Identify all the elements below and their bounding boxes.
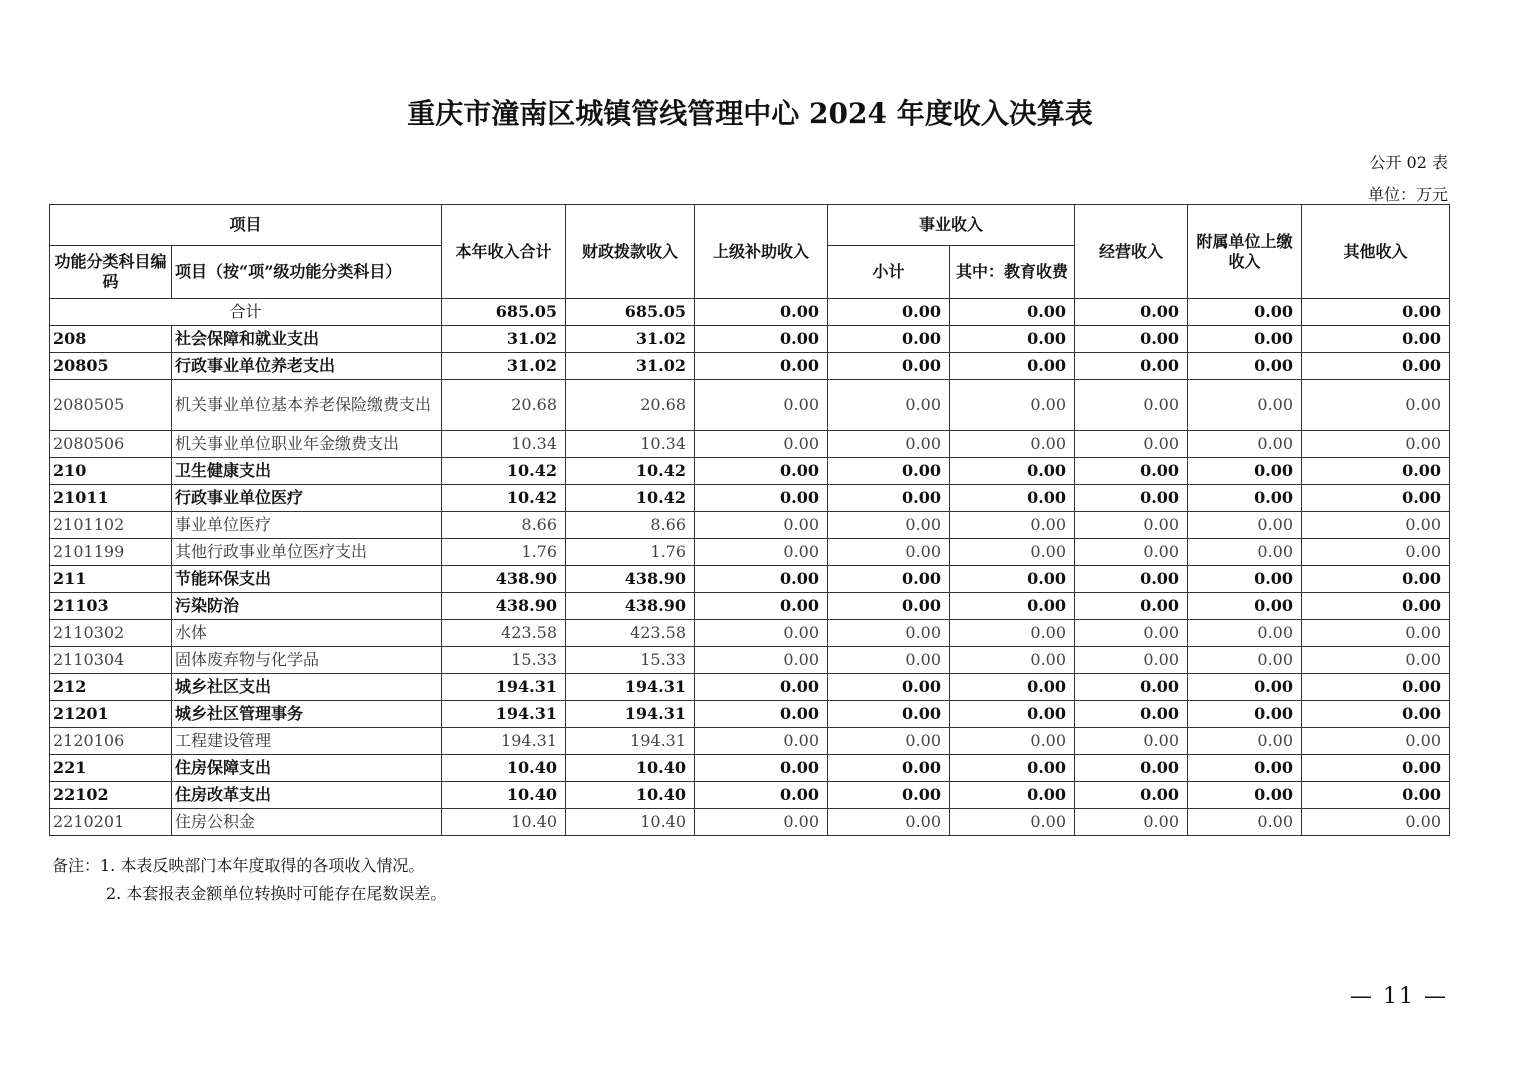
row-value: 0.00	[828, 728, 950, 755]
row-value: 0.00	[1302, 431, 1450, 458]
row-value: 0.00	[1188, 353, 1302, 380]
row-value: 0.00	[950, 485, 1075, 512]
row-value: 31.02	[442, 353, 566, 380]
header-other: 其他收入	[1302, 205, 1450, 299]
row-code: 2080506	[50, 431, 172, 458]
row-value: 0.00	[1188, 701, 1302, 728]
row-value: 0.00	[828, 431, 950, 458]
total-value: 685.05	[442, 299, 566, 326]
table-row	[50, 620, 1450, 647]
row-value: 0.00	[950, 431, 1075, 458]
table-row	[50, 674, 1450, 701]
row-value: 0.00	[1188, 566, 1302, 593]
row-value: 0.00	[1188, 380, 1302, 431]
row-value: 0.00	[950, 539, 1075, 566]
total-label: 合计	[50, 299, 442, 326]
row-code: 2110304	[50, 647, 172, 674]
row-value: 0.00	[1188, 782, 1302, 809]
row-value: 438.90	[566, 566, 695, 593]
row-value: 0.00	[950, 593, 1075, 620]
row-value: 0.00	[828, 539, 950, 566]
row-code: 2210201	[50, 809, 172, 836]
table-row	[50, 458, 1450, 485]
notes	[52, 852, 446, 908]
row-name: 行政事业单位医疗	[172, 485, 442, 512]
unit-label: 单位：万元	[1367, 185, 1448, 204]
row-value: 0.00	[828, 809, 950, 836]
row-name: 社会保障和就业支出	[172, 326, 442, 353]
table-row	[50, 485, 1450, 512]
row-value: 0.00	[1302, 380, 1450, 431]
table-row	[50, 566, 1450, 593]
header-fiscal: 财政拨款收入	[566, 205, 695, 299]
row-value: 0.00	[1302, 674, 1450, 701]
row-code: 2101199	[50, 539, 172, 566]
row-value: 0.00	[1075, 326, 1188, 353]
row-value: 0.00	[1075, 539, 1188, 566]
table-row	[50, 593, 1450, 620]
row-name: 住房保障支出	[172, 755, 442, 782]
row-value: 194.31	[442, 728, 566, 755]
row-value: 438.90	[442, 593, 566, 620]
row-value: 8.66	[566, 512, 695, 539]
row-value: 0.00	[828, 458, 950, 485]
row-value: 0.00	[695, 353, 828, 380]
row-name: 卫生健康支出	[172, 458, 442, 485]
row-value: 0.00	[1075, 701, 1188, 728]
row-value: 0.00	[1075, 755, 1188, 782]
row-value: 0.00	[950, 458, 1075, 485]
row-value: 0.00	[695, 620, 828, 647]
row-value: 0.00	[950, 782, 1075, 809]
row-value: 0.00	[1302, 728, 1450, 755]
row-value: 0.00	[1188, 458, 1302, 485]
row-name: 事业单位医疗	[172, 512, 442, 539]
row-value: 10.40	[566, 809, 695, 836]
row-code: 208	[50, 326, 172, 353]
row-value: 0.00	[1075, 809, 1188, 836]
row-name: 节能环保支出	[172, 566, 442, 593]
row-value: 0.00	[1302, 353, 1450, 380]
row-value: 0.00	[1302, 326, 1450, 353]
header-subtotal: 小计	[828, 246, 950, 299]
row-value: 194.31	[566, 674, 695, 701]
total-value: 0.00	[828, 299, 950, 326]
row-value: 0.00	[1188, 647, 1302, 674]
row-value: 10.40	[442, 755, 566, 782]
header-superior: 上级补助收入	[695, 205, 828, 299]
row-value: 0.00	[695, 755, 828, 782]
row-value: 0.00	[950, 353, 1075, 380]
row-code: 212	[50, 674, 172, 701]
table-row	[50, 809, 1450, 836]
table-row	[50, 728, 1450, 755]
row-value: 10.42	[442, 458, 566, 485]
row-name: 城乡社区支出	[172, 674, 442, 701]
row-value: 1.76	[566, 539, 695, 566]
note-line-2: 2. 本套报表金额单位转换时可能存在尾数误差。	[106, 884, 447, 903]
row-value: 0.00	[950, 512, 1075, 539]
table-row	[50, 782, 1450, 809]
row-value: 0.00	[828, 701, 950, 728]
row-value: 0.00	[1302, 485, 1450, 512]
income-table	[49, 204, 1450, 836]
page-number: — 11 —	[1350, 984, 1448, 1009]
row-name: 固体废弃物与化学品	[172, 647, 442, 674]
total-row	[50, 299, 1450, 326]
table-row	[50, 512, 1450, 539]
row-value: 0.00	[950, 728, 1075, 755]
row-value: 0.00	[695, 809, 828, 836]
header-affiliate: 附属单位上缴收入	[1188, 205, 1302, 299]
row-value: 0.00	[1188, 755, 1302, 782]
row-value: 0.00	[1075, 512, 1188, 539]
row-name: 污染防治	[172, 593, 442, 620]
header-func-name: 项目（按“项”级功能分类科目）	[172, 246, 442, 299]
row-value: 0.00	[1302, 647, 1450, 674]
row-value: 0.00	[828, 353, 950, 380]
row-value: 0.00	[1302, 539, 1450, 566]
row-value: 0.00	[695, 647, 828, 674]
row-value: 423.58	[442, 620, 566, 647]
row-value: 0.00	[1075, 647, 1188, 674]
total-value: 0.00	[1188, 299, 1302, 326]
page-title: 重庆市潼南区城镇管线管理中心 2024 年度收入决算表	[407, 97, 1093, 130]
row-code: 221	[50, 755, 172, 782]
row-value: 31.02	[566, 353, 695, 380]
row-value: 0.00	[695, 458, 828, 485]
row-value: 0.00	[1188, 485, 1302, 512]
row-value: 1.76	[442, 539, 566, 566]
row-value: 15.33	[566, 647, 695, 674]
row-name: 工程建设管理	[172, 728, 442, 755]
row-value: 31.02	[566, 326, 695, 353]
row-code: 21011	[50, 485, 172, 512]
header-total-income: 本年收入合计	[442, 205, 566, 299]
table-row	[50, 380, 1450, 431]
row-value: 438.90	[566, 593, 695, 620]
table-row	[50, 431, 1450, 458]
row-value: 0.00	[1302, 593, 1450, 620]
row-value: 0.00	[828, 566, 950, 593]
row-name: 其他行政事业单位医疗支出	[172, 539, 442, 566]
row-value: 0.00	[1188, 431, 1302, 458]
row-value: 0.00	[1188, 512, 1302, 539]
row-value: 0.00	[695, 701, 828, 728]
total-value: 0.00	[695, 299, 828, 326]
table-row	[50, 353, 1450, 380]
note-line-1: 备注：1. 本表反映部门本年度取得的各项收入情况。	[52, 856, 425, 875]
row-code: 2101102	[50, 512, 172, 539]
row-value: 10.40	[566, 755, 695, 782]
total-value: 0.00	[1302, 299, 1450, 326]
row-value: 0.00	[1302, 512, 1450, 539]
row-value: 0.00	[828, 380, 950, 431]
row-value: 10.40	[442, 782, 566, 809]
row-code: 21103	[50, 593, 172, 620]
row-value: 0.00	[1302, 458, 1450, 485]
row-value: 10.34	[566, 431, 695, 458]
row-value: 0.00	[828, 674, 950, 701]
row-value: 0.00	[828, 782, 950, 809]
row-value: 0.00	[695, 593, 828, 620]
row-value: 0.00	[1188, 593, 1302, 620]
row-value: 0.00	[1075, 380, 1188, 431]
row-value: 0.00	[1075, 620, 1188, 647]
row-code: 2110302	[50, 620, 172, 647]
row-value: 0.00	[828, 512, 950, 539]
row-code: 2120106	[50, 728, 172, 755]
row-value: 0.00	[695, 674, 828, 701]
row-value: 194.31	[566, 728, 695, 755]
row-value: 0.00	[695, 326, 828, 353]
row-value: 0.00	[1075, 593, 1188, 620]
row-value: 0.00	[1188, 674, 1302, 701]
row-code: 211	[50, 566, 172, 593]
row-value: 10.42	[442, 485, 566, 512]
row-name: 水体	[172, 620, 442, 647]
row-name: 城乡社区管理事务	[172, 701, 442, 728]
row-value: 20.68	[566, 380, 695, 431]
row-value: 0.00	[1075, 485, 1188, 512]
row-value: 0.00	[950, 380, 1075, 431]
row-value: 0.00	[695, 728, 828, 755]
row-name: 机关事业单位基本养老保险缴费支出	[172, 380, 442, 431]
row-code: 22102	[50, 782, 172, 809]
row-value: 0.00	[950, 755, 1075, 782]
row-value: 0.00	[1302, 782, 1450, 809]
row-value: 8.66	[442, 512, 566, 539]
row-value: 194.31	[442, 701, 566, 728]
row-value: 423.58	[566, 620, 695, 647]
row-value: 0.00	[1302, 755, 1450, 782]
row-value: 0.00	[1188, 728, 1302, 755]
row-value: 0.00	[695, 431, 828, 458]
row-value: 0.00	[1188, 809, 1302, 836]
row-value: 0.00	[950, 701, 1075, 728]
row-value: 10.42	[566, 485, 695, 512]
row-value: 438.90	[442, 566, 566, 593]
form-number: 公开 02 表	[1369, 153, 1448, 172]
table-row	[50, 647, 1450, 674]
row-value: 0.00	[1302, 809, 1450, 836]
row-value: 0.00	[1075, 728, 1188, 755]
row-value: 31.02	[442, 326, 566, 353]
row-value: 0.00	[1188, 326, 1302, 353]
row-code: 21201	[50, 701, 172, 728]
header-operating: 经营收入	[1075, 205, 1188, 299]
row-value: 10.34	[442, 431, 566, 458]
row-name: 机关事业单位职业年金缴费支出	[172, 431, 442, 458]
row-code: 210	[50, 458, 172, 485]
header-education: 其中：教育收费	[950, 246, 1075, 299]
row-value: 0.00	[695, 485, 828, 512]
header-func-code: 功能分类科目编码	[50, 246, 172, 299]
row-value: 15.33	[442, 647, 566, 674]
row-value: 0.00	[950, 809, 1075, 836]
header-project: 项目	[50, 205, 442, 246]
row-name: 行政事业单位养老支出	[172, 353, 442, 380]
row-value: 0.00	[1302, 701, 1450, 728]
row-name: 住房公积金	[172, 809, 442, 836]
row-value: 0.00	[1302, 566, 1450, 593]
row-value: 0.00	[695, 566, 828, 593]
row-value: 0.00	[950, 674, 1075, 701]
row-value: 0.00	[828, 485, 950, 512]
row-value: 10.40	[442, 809, 566, 836]
row-value: 0.00	[828, 326, 950, 353]
table-row	[50, 701, 1450, 728]
row-value: 0.00	[828, 647, 950, 674]
row-value: 0.00	[950, 620, 1075, 647]
row-value: 0.00	[828, 593, 950, 620]
row-value: 0.00	[695, 782, 828, 809]
row-value: 10.40	[566, 782, 695, 809]
row-value: 0.00	[695, 380, 828, 431]
row-value: 0.00	[950, 326, 1075, 353]
row-value: 20.68	[442, 380, 566, 431]
table-row	[50, 326, 1450, 353]
total-value: 685.05	[566, 299, 695, 326]
row-value: 0.00	[950, 647, 1075, 674]
row-value: 0.00	[695, 512, 828, 539]
row-value: 0.00	[1302, 620, 1450, 647]
table-row	[50, 755, 1450, 782]
row-value: 0.00	[1188, 620, 1302, 647]
row-value: 0.00	[950, 566, 1075, 593]
row-value: 0.00	[828, 755, 950, 782]
row-value: 0.00	[828, 620, 950, 647]
row-value: 194.31	[566, 701, 695, 728]
row-code: 2080505	[50, 380, 172, 431]
row-value: 0.00	[695, 539, 828, 566]
row-value: 0.00	[1075, 431, 1188, 458]
row-value: 0.00	[1075, 566, 1188, 593]
row-value: 194.31	[442, 674, 566, 701]
row-code: 20805	[50, 353, 172, 380]
row-value: 0.00	[1075, 674, 1188, 701]
header-business: 事业收入	[828, 205, 1075, 246]
table-row	[50, 539, 1450, 566]
row-value: 0.00	[1075, 353, 1188, 380]
row-value: 10.42	[566, 458, 695, 485]
total-value: 0.00	[950, 299, 1075, 326]
row-name: 住房改革支出	[172, 782, 442, 809]
total-value: 0.00	[1075, 299, 1188, 326]
row-value: 0.00	[1075, 458, 1188, 485]
row-value: 0.00	[1188, 539, 1302, 566]
row-value: 0.00	[1075, 782, 1188, 809]
